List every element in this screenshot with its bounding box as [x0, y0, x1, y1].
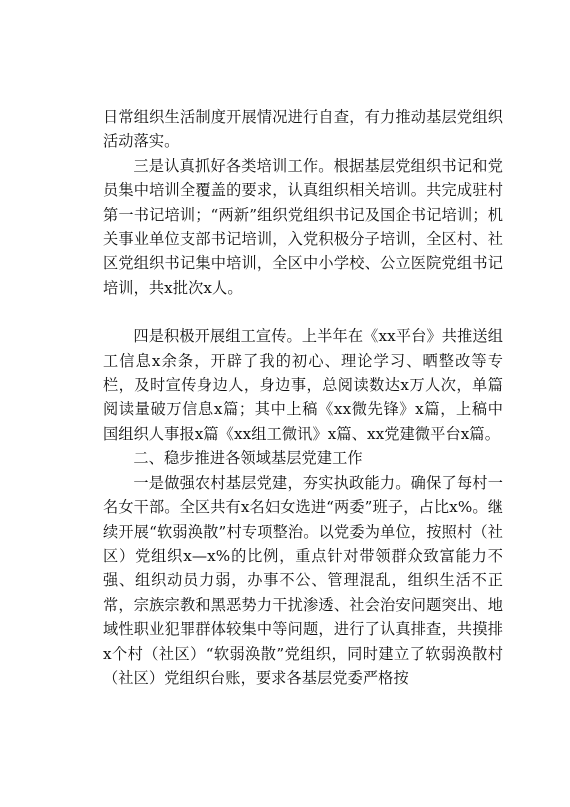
- document-body: [103, 105, 503, 690]
- paragraph-gap: [103, 300, 503, 324]
- paragraph-rural-party-building: 一是做强农村基层党建，夯实执政能力。确保了每村一名女干部。全区共有x名妇女选进“两委”班子，占比x%。继续开展“软弱涣散”村专项整治。以党委为单位，按照村（社区）党组织x—x%的比例，重点针对带领群众致富能力不强、组织动员力弱，办事不公、管理混乱，组织生活不正常，宗族宗教和黑恶势力干扰渗透、社会治安问题突出、地域性职业犯罪群体较集中等问题，进行了认真排查，共摸排x个村（社区）“软弱涣散”党组织，同时建立了软弱涣散村（社区）党组织台账，要求各基层党委严格按: [103, 473, 503, 687]
- paragraph-publicity: 四是积极开展组工宣传。上半年在《xx平台》共推送组工信息x余条，开辟了我的初心、理论学习、晒整改等专栏，及时宣传身边人，身边事，总阅读数达x万人次，单篇阅读量破万信息x篇；其中上稿《xx微先锋》x篇，上稿中国组织人事报x篇《xx组工微讯》x篇、xx党建微平台x篇。: [103, 327, 503, 443]
- paragraph-continued: 日常组织生活制度开展情况进行自查，有力推动基层党组织活动落实。: [103, 108, 503, 151]
- section-heading: 二、稳步推进各领域基层党建工作: [133, 449, 363, 468]
- paragraph-training-work: 三是认真抓好各类培训工作。根据基层党组织书记和党员集中培训全覆盖的要求，认真组织相关培训。共完成驻村第一书记培训；“两新”组织党组织书记及国企书记培训；机关事业单位支部书记培训，入党积极分子培训，全区村、社区党组织书记集中培训，全区中小学校、公立医院党组书记培训，共x批次x人。: [103, 156, 503, 297]
